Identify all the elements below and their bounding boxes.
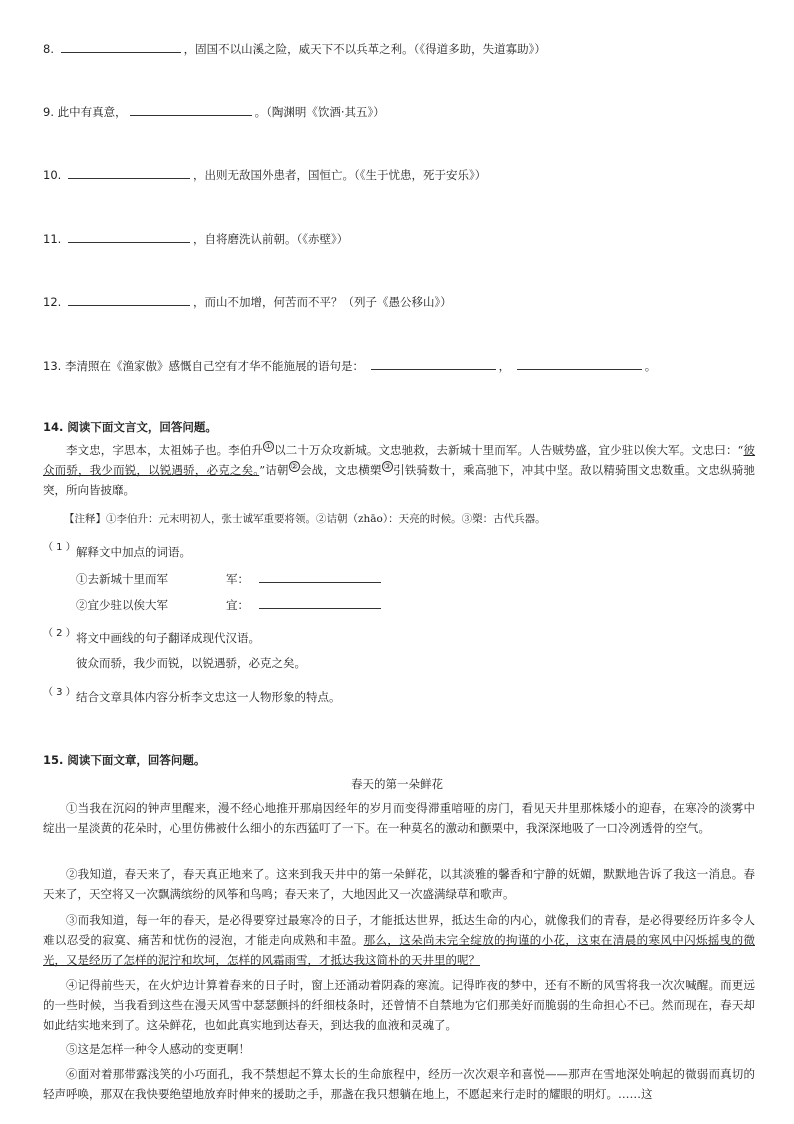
classical-passage [43,440,755,500]
passage-text: 李文忠，字思本，太祖姊子也。李伯升 [66,443,263,457]
question-text: 9. 此中有真意， [43,105,127,119]
passage-text: 会战，文忠横槊 [299,463,382,477]
paragraph-1: ①当我在沉闷的钟声里醒来，漫不经心地推开那扇因经年的岁月而变得滞重喑哑的房门，看见天井里那株矮小的迎春，在寒冷的淡雾中绽出一星淡黄的花朵时，心里仿佛被什么细小的东西猛叮了一下。在一种莫名的激动和颤栗中，我深深地吸了一口冷冽透骨的空气。 [43,801,755,835]
article-title: 春天的第一朵鲜花 [351,777,443,791]
annotation-note: 【注释】①李伯升：元末明初人，张士诚军重要将领。②诘朝（zhāo）：天亮的时候。③槊：古代兵器。 [64,513,546,525]
answer-blank-1[interactable] [371,357,496,370]
question-text: 。（陶渊明《饮酒·其五》） [254,105,385,119]
passage-text: 以二十万众攻新城。文忠驰救，去新城十里而军。人告贼势盛，宜少驻以俟大军。文忠曰：“ [274,443,744,457]
end-mark: 。 [644,359,657,373]
answer-blank[interactable] [61,40,181,53]
paragraph-6: ⑥面对着那带露浅笑的小巧面孔，我不禁想起不算太长的生命旅程中，经历一次次艰辛和喜悦——那声在雪地深处响起的微弱而真切的轻声呼唤，那双在我快要绝望地放弃时伸来的援助之手，那盏在我只想躺在地上，不愿起来行走时的耀眼的明灯。……这 [43,1067,755,1101]
question-text: ，固国不以山溪之险，威天下不以兵革之利。（《得道多助，失道寡助》） [183,42,546,56]
separator: ， [498,359,511,373]
item-phrase: ②宜少驻以俟大军 [76,598,168,612]
subquestion-number: （ 2 ） [43,628,76,639]
subquestion-quote: 彼众而骄，我少而锐，以锐遇骄，必克之矣。 [76,656,306,670]
underlined-sentence: 彼众而骄，我少而锐，以锐遇骄，必克之矣。 [43,443,756,477]
question-text: ，而山不加增，何苦而不平？（列子《愚公移山》） [192,295,452,309]
question-9 [43,103,385,120]
item-phrase: ①去新城十里而军 [76,572,168,586]
question-number: 10. [43,168,62,182]
passage-text: ”诘朝 [259,463,289,477]
question-10 [43,166,486,183]
paragraph-4: ④记得前些天，在火炉边计算着春来的日子时，窗上还涌动着阴森的寒流。记得昨夜的梦中，还有不断的风雪将我一次次喊醒。而更远的一些时候，当我看到这些在漫天风雪中瑟瑟颤抖的纤细枝条时，还曾情不自禁地为它们那美好而脆弱的生命担心不已。然而现在，春天却如此结实地来到了。这朵鲜花，也如此真实地到达春天，到达我的血液和灵魂了。 [43,978,755,1032]
item-word: 军： [226,572,249,586]
paragraph-5: ⑤这是怎样一种令人感动的变更啊！ [66,1042,250,1056]
paragraph-2: ②我知道，春天来了，春天真正地来了。这来到我天井中的第一朵鲜花，以其淡雅的馨香和宁静的妩媚，默默地告诉了我这一消息。春天来了，天空将又一次飘满缤纷的风筝和鸟鸣；春天来了，大地因此又一次盛满绿草和歌声。 [43,867,755,901]
question-text: ，自将磨洗认前朝。（《赤壁》） [192,232,349,246]
passage-text: 引铁骑数十，乘高驰下，冲其中坚。敌以精骑围文忠数重。文忠纵骑驰突，所向皆披靡。 [43,463,756,497]
subquestion-text: 将文中画线的句子翻译成现代汉语。 [76,631,260,645]
question-number: 12. [43,295,62,309]
subquestion-item [76,570,384,587]
item-word: 宜： [226,598,249,612]
underlined-sentence: 那么，这朵尚未完全绽放的拘谨的小花，这束在清晨的寒风中闪烁摇曳的微光，又是经历了怎样的泥泞和坎坷，怎样的风霜雨雪，才抵达我这简朴的天井里的呢？ [43,933,756,967]
answer-blank[interactable] [130,103,252,116]
question-12 [43,293,452,310]
question-number: 11. [43,232,62,246]
subquestion-text: 解释文中加点的词语。 [76,545,191,559]
question-14-heading: 14. 阅读下面文言文，回答问题。 [43,420,217,434]
question-8 [43,40,546,57]
answer-blank[interactable] [68,293,190,306]
paragraph-3 [43,910,755,970]
subquestion-text: 结合文章具体内容分析李文忠这一人物形象的特点。 [76,690,341,704]
question-text: 13. 李清照在《渔家傲》感慨自己空有才华不能施展的语句是： [43,359,364,373]
question-number: 8. [43,42,54,56]
answer-blank-2[interactable] [517,357,642,370]
answer-blank[interactable] [68,166,190,179]
note-marker: ① [264,442,273,452]
question-11 [43,230,348,247]
question-13 [43,357,656,374]
answer-blank[interactable] [259,570,381,583]
subquestion-number: （ 1 ） [43,542,76,553]
question-15-heading: 15. 阅读下面文章，回答问题。 [43,753,206,767]
subquestion-item [76,596,384,613]
note-marker: ③ [383,462,392,472]
note-marker: ② [290,462,298,472]
answer-blank[interactable] [259,596,381,609]
answer-blank[interactable] [68,230,190,243]
question-text: ，出则无敌国外患者，国恒亡。（《生于忧患，死于安乐》） [192,168,487,182]
subquestion-number: （ 3 ） [43,687,76,698]
paragraph-text: ③而我知道，每一年的春天，是必得要穿过最寒冷的日子，才能抵达世界，抵达生命的内心，就像我们的青春，是必得要经历许多令人难以忍受的寂寞、痛苦和忧伤的浸泡，才能走向成熟和丰盈。 [43,913,755,947]
